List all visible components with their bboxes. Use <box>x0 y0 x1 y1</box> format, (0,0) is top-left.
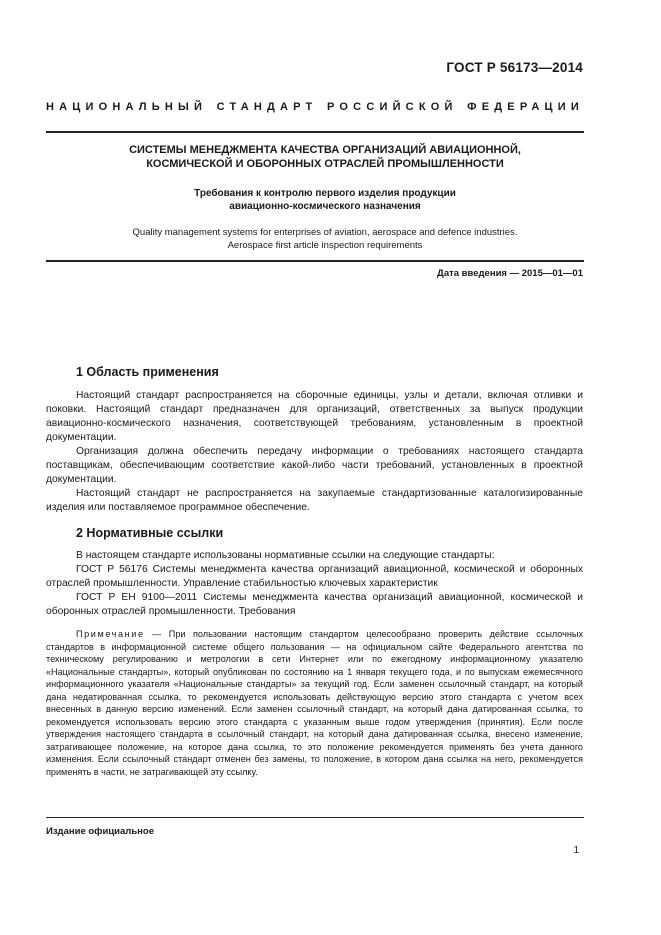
normative-reference-1: ГОСТ Р 56176 Системы менеджмента качества организаций авиационной, космической и оборонных отраслей промышленности. Управление стабильностью ключевых характеристик <box>46 564 583 589</box>
english-title-line-2: Aerospace first article inspection requirements <box>227 240 423 251</box>
top-divider <box>46 131 584 133</box>
title-line-2: КОСМИЧЕСКОЙ И ОБОРОННЫХ ОТРАСЛЕЙ ПРОМЫШЛЕННОСТИ <box>146 158 504 170</box>
section-2-paragraph-1: В настоящем стандарте использованы нормативные ссылки на следующие стандарты: <box>76 550 495 561</box>
section-1-body <box>46 389 583 515</box>
section-1-paragraph-3: Настоящий стандарт не распространяется на закупаемые стандартизованные каталогизированные изделия или поставляемое программное обеспечение. <box>46 488 583 513</box>
document-title <box>60 143 590 171</box>
document-subtitle <box>60 187 590 213</box>
section-2-body <box>46 549 583 619</box>
section-1-heading: 1 Область применения <box>76 365 219 379</box>
note-label: Примечание <box>76 629 145 639</box>
section-2-heading: 2 Нормативные ссылки <box>76 526 224 540</box>
footer-divider <box>46 817 584 818</box>
section-1-paragraph-1: Настоящий стандарт распространяется на сборочные единицы, узлы и детали, включая отливки и поковки. Настоящий стандарт предназначен для организаций, ответственных за выпуск продукции авиационно-космического назначения, соответствующей требованиям, установленным в проектной документации. <box>46 390 583 443</box>
note-text: — При пользовании настоящим стандартом целесообразно проверить действие ссылочных стандартов в информационной системе общего пользования — на официальном сайте Федерального агентства по техническому регулированию и метрологии в сети Интернет или по ежегодному информационному указателю «Национальные стандарты», который опубликован по состоянию на 1 января текущего года, и по выпускам ежемесячного информационного указателя «Национальные стандарты» за текущий год. Если заменен ссылочный стандарт, на который дана недатированная ссылка, то рекомендуется использовать действующую версию этого стандарта с учетом всех внесенных в данную версию изменений. Если заменен ссылочный стандарт, на который дана датированная ссылка, то рекомендуется использовать версию этого стандарта с указанным выше годом утверждения (принятия). Если после утверждения настоящего стандарта в ссылочный стандарт, на который дана датированная ссылка, внесено изменение, затрагивающее положение, на которое дана ссылка, то это положение рекомендуется применять без учета данного изменения. Если ссылочный стандарт отменен без замены, то положение, в котором дана ссылка на него, рекомендуется применять в части, не затрагивающей эту ссылку. <box>46 629 583 777</box>
page-number: 1 <box>573 845 579 856</box>
note-block <box>46 628 583 778</box>
subtitle-line-2: авиационно-космического назначения <box>229 201 421 212</box>
edition-label: Издание официальное <box>46 826 154 837</box>
effective-date: Дата введения — 2015—01—01 <box>437 268 583 279</box>
english-title <box>60 226 590 252</box>
title-line-1: СИСТЕМЫ МЕНЕДЖМЕНТА КАЧЕСТВА ОРГАНИЗАЦИЙ АВИАЦИОННОЙ, <box>129 144 521 156</box>
title-divider <box>46 260 584 262</box>
national-standard-heading: НАЦИОНАЛЬНЫЙ СТАНДАРТ РОССИЙСКОЙ ФЕДЕРАЦИИ <box>46 101 584 113</box>
english-title-line-1: Quality management systems for enterprises of aviation, aerospace and defence industries. <box>132 227 518 238</box>
document-number: ГОСТ Р 56173—2014 <box>446 60 583 75</box>
section-1-paragraph-2: Организация должна обеспечить передачу информации о требованиях настоящего стандарта поставщикам, обеспечивающим соответствие какой-либо части требований, установленных в проектной документации. <box>46 446 583 485</box>
subtitle-line-1: Требования к контролю первого изделия продукции <box>194 188 456 199</box>
normative-reference-2: ГОСТ Р ЕН 9100—2011 Системы менеджмента качества организаций авиационной, космической и оборонных отраслей промышленности. Требования <box>46 592 583 617</box>
